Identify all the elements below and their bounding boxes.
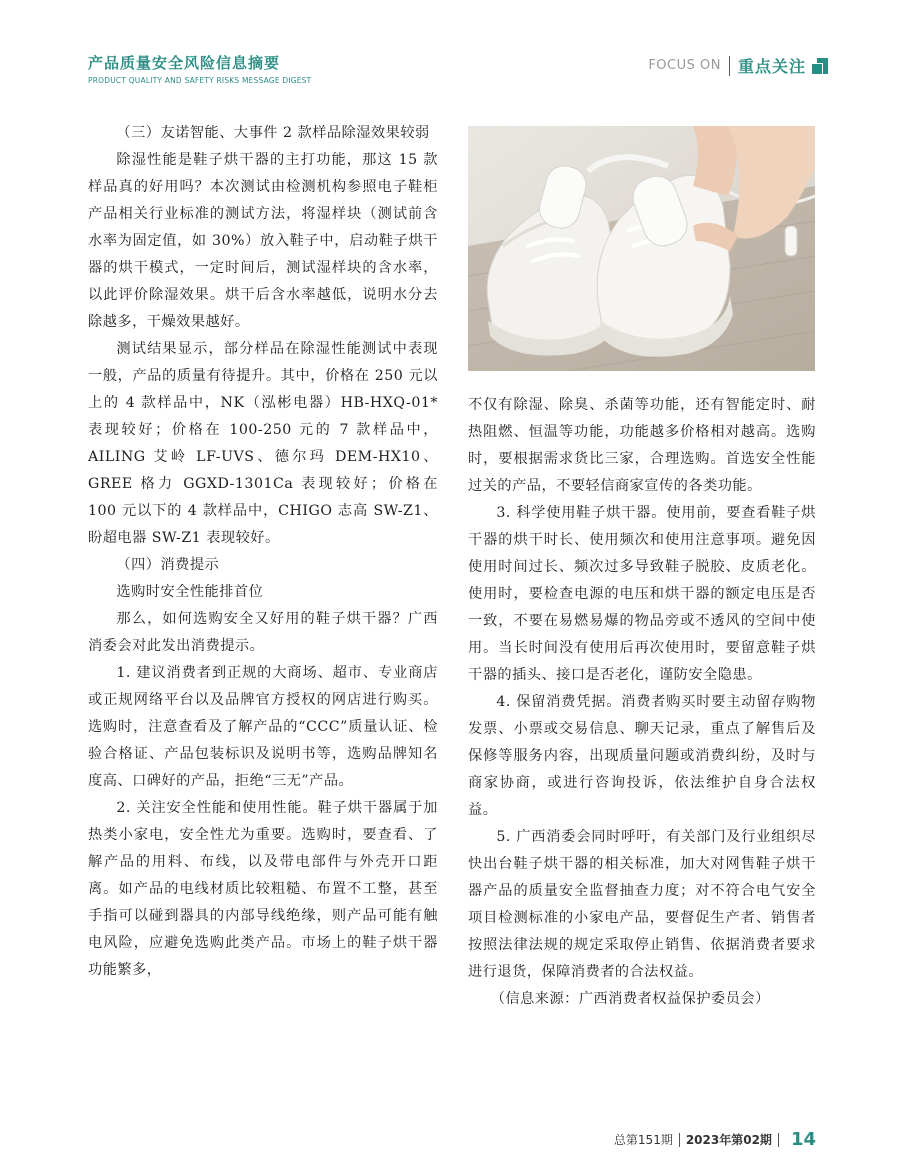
magazine-title: 产品质量安全风险信息摘要 xyxy=(88,54,281,72)
section-title: 重点关注 xyxy=(737,57,806,76)
page-footer xyxy=(614,1129,816,1150)
corner-block-icon xyxy=(812,58,828,74)
magazine-subtitle: PRODUCT QUALITY AND SAFETY RISKS MESSAGE DIGEST xyxy=(88,76,312,85)
paragraph: 测试结果显示，部分样品在除湿性能测试中表现一般，产品的质量有待提升。其中，价格在 250 元以上的 4 款样品中，NK（泓彬电器）HB-HXQ-01* 表现较好；价格在 100-250 元的 7 款样品中，AILING 艾岭 LF-UVS、德尔玛 DEM-HX10、GREE 格力 GGXD-1301Ca 表现较好；价格在 100 元以下的 4 款样品中，CHIGO 志高 SW-Z1、盼超电器 SW-Z1 表现较好。 xyxy=(88,341,438,546)
paragraph: 不仅有除湿、除臭、杀菌等功能，还有智能定时、耐热阻燃、恒温等功能，功能越多价格相对越高。选购时，要根据需求货比三家，合理选购。首选安全性能过关的产品，不要轻信商家宣传的各类功能。 xyxy=(468,397,816,494)
subheading-three: （三）友诺智能、大事件 2 款样品除湿效果较弱 xyxy=(116,125,430,141)
paragraph: 4. 保留消费凭据。消费者购买时要主动留存购物发票、小票或交易信息、聊天记录，重点了解售后及保修等服务内容，出现质量问题或消费纠纷，及时与商家协商，或进行咨询投诉，依法维护自身合法权益。 xyxy=(468,694,816,818)
page-number: 14 xyxy=(790,1129,816,1150)
magazine-header xyxy=(88,52,311,85)
total-issue: 总第151期 xyxy=(613,1133,673,1147)
paragraph: 2. 关注安全性能和使用性能。鞋子烘干器属于加热类小家电，安全性尤为重要。选购时，要查看、了解产品的用料、布线，以及带电部件与外壳开口距离。如产品的电线材质比较粗糙、布置不工整，甚至手指可以碰到器具的内部导线绝缘，则产品可能有触电风险，应避免选购此类产品。市场上的鞋子烘干器功能繁多， xyxy=(88,800,438,978)
subheading-four: （四）消费提示 xyxy=(116,557,220,573)
paragraph: 5. 广西消委会同时呼吁，有关部门及行业组织尽快出台鞋子烘干器的相关标准，加大对网售鞋子烘干器产品的质量安全监督抽查力度；对不符合电气安全项目检测标准的小家电产品，要督促生产者、销售者按照法律法规的规定采取停止销售、依据消费者要求进行退货，保障消费者的合法权益。 xyxy=(468,829,816,980)
subheading-tip: 选购时安全性能排首位 xyxy=(116,584,264,600)
paragraph: 除湿性能是鞋子烘干器的主打功能，那这 15 款样品真的好用吗？本次测试由检测机构参照电子鞋柜产品相关行业标准的测试方法，将湿样块（测试前含水率为固定值，如 30%）放入鞋子中，启动鞋子烘干器的烘干模式，一定时间后，测试湿样块的含水率，以此评价除湿效果。烘干后含水率越低，说明水分去除越多，干燥效果越好。 xyxy=(88,152,438,330)
header-divider xyxy=(729,56,730,76)
source-note: （信息来源：广西消费者权益保护委员会） xyxy=(490,991,770,1007)
footer-divider xyxy=(679,1133,680,1147)
left-column xyxy=(88,120,438,984)
section-header xyxy=(648,54,828,77)
paragraph: 那么，如何选购安全又好用的鞋子烘干器？广西消委会对此发出消费提示。 xyxy=(88,611,438,654)
right-column xyxy=(468,392,816,1013)
shoe-dryer-photo xyxy=(468,126,815,371)
paragraph: 1. 建议消费者到正规的大商场、超市、专业商店或正规网络平台以及品牌官方授权的网店进行购买。选购时，注意查看及了解产品的“CCC”质量认证、检验合格证、产品包装标识及说明书等，选购品牌知名度高、口碑好的产品，拒绝“三无”产品。 xyxy=(88,665,438,789)
paragraph: 3. 科学使用鞋子烘干器。使用前，要查看鞋子烘干器的烘干时长、使用频次和使用注意事项。避免因使用时间过长、频次过多导致鞋子脱胶、皮质老化。使用时，要检查电源的电压和烘干器的额定电压是否一致，不要在易燃易爆的物品旁或不透风的空间中使用。当长时间没有使用后再次使用时，要留意鞋子烘干器的插头、接口是否老化，谨防安全隐患。 xyxy=(468,505,816,683)
year-issue: 2023年第02期 xyxy=(685,1133,772,1147)
footer-divider xyxy=(778,1133,779,1147)
focus-on-label: FOCUS ON xyxy=(648,58,721,73)
